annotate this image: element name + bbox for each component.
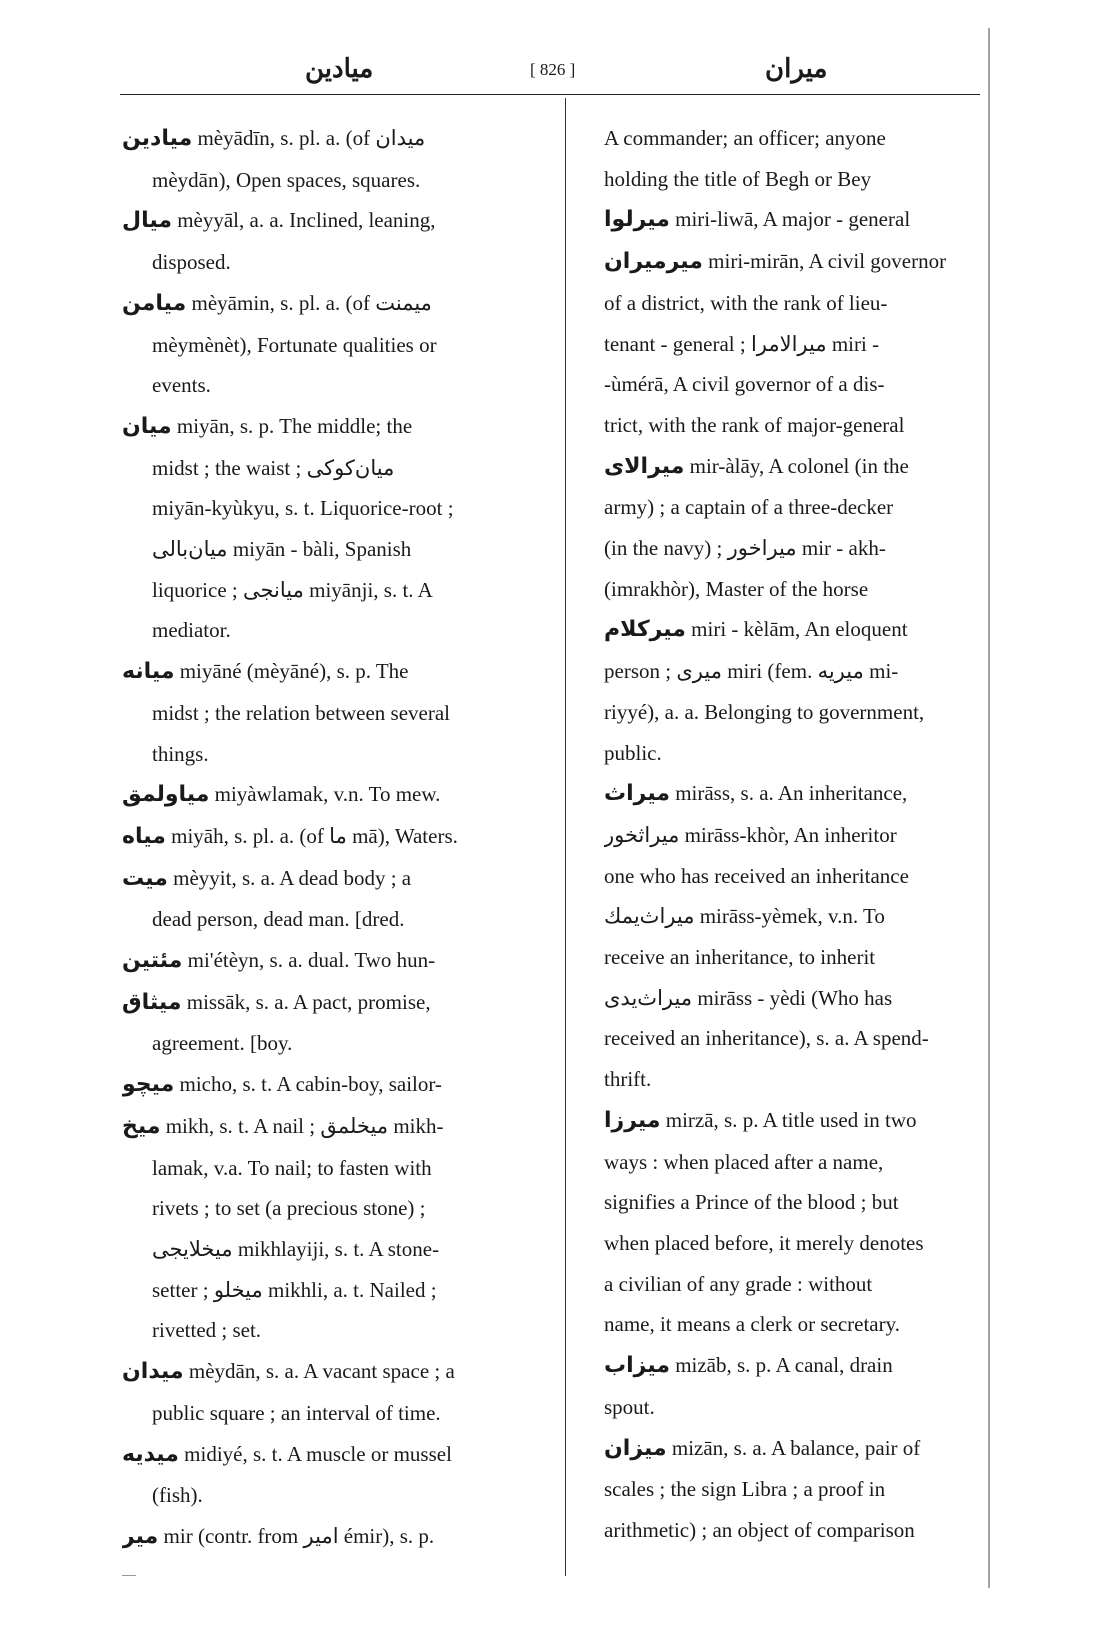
entry-text: ميراث‌يمك mirāss-yèmek, v.n. To (604, 904, 885, 929)
entry-text-line (122, 1393, 552, 1434)
entry-text: when placed before, it merely denotes (604, 1230, 924, 1255)
arabic-headword: ميزان (604, 1435, 667, 1461)
entry-text: public square ; an interval of time. (152, 1400, 441, 1425)
entry-text: a civilian of any grade : without (604, 1271, 873, 1296)
arabic-headword: ميامن (122, 290, 187, 316)
entry-text: lamak, v.a. To nail; to fasten with (152, 1155, 432, 1180)
entry-text-line (122, 693, 552, 734)
entry-text: mèydān), Open spaces, squares. (152, 167, 421, 192)
entry-text: of a district, with the rank of lieu- (604, 290, 888, 315)
entry-text-line (604, 159, 988, 200)
entry-text: dead person, dead man. [dred. (152, 907, 405, 932)
entry-text-line (604, 569, 988, 610)
entry-text-line (122, 1023, 552, 1064)
entry-text-line (122, 610, 552, 651)
entry-text: A commander; an officer; anyone (604, 126, 886, 150)
entry-headword-line (122, 774, 552, 816)
entry-headword-line (604, 1100, 988, 1142)
entry-headword-line (122, 1106, 552, 1148)
arabic-headword: ميدان (122, 1359, 184, 1385)
header-right-word: ميران (765, 54, 828, 84)
entry-text: name, it means a clerk or secretary. (604, 1312, 900, 1337)
entry-text-line (604, 1182, 988, 1223)
entry-text-line (122, 1148, 552, 1189)
entry-headword-line (604, 773, 988, 815)
entry-text: -ùmérā, A civil governor of a dis- (604, 372, 885, 397)
arabic-headword: ميرميران (604, 249, 703, 275)
entry-text: riyyé), a. a. Belonging to government, (604, 699, 925, 724)
entry-headword-line (604, 241, 988, 283)
entry-text-line (604, 1223, 988, 1264)
entry-text: ميراث‌يدى mirāss - yèdi (Who has (604, 985, 893, 1010)
entry-text-line (604, 1018, 988, 1059)
entry-text: rivets ; to set (a precious stone) ; (152, 1196, 426, 1221)
entry-text-line (122, 1310, 552, 1351)
entry-text: rivetted ; set. (152, 1318, 262, 1343)
entry-headword-line (122, 1434, 552, 1476)
entry-text: miri - kèlām, An eloquent (691, 617, 908, 642)
arabic-headword: ميركلام (604, 617, 686, 643)
header-left-word: ميادين (305, 54, 374, 84)
entry-text: things. (152, 741, 209, 766)
entry-text-line (122, 1229, 552, 1270)
entry-headword-line (122, 1351, 552, 1393)
entry-headword-line (122, 651, 552, 693)
entry-text: tenant - general ; ميرالامرا miri - (604, 331, 880, 356)
entry-text: mikh, s. t. A nail ; ميخلمق mikh- (165, 1113, 444, 1138)
entry-text: ways : when placed after a name, (604, 1149, 884, 1174)
page-header (120, 54, 988, 90)
arabic-headword: ميال (122, 208, 172, 234)
arabic-headword: مياولمق (122, 782, 210, 808)
entry-text: mèymènèt), Fortunate qualities or (152, 332, 437, 357)
entry-text-line (604, 1264, 988, 1305)
entry-text-line (604, 896, 988, 937)
entry-text: (fish). (152, 1483, 203, 1508)
entry-text: midiyé, s. t. A muscle or mussel (184, 1441, 452, 1466)
entry-text: midst ; the relation between several (152, 700, 450, 725)
entry-text-line (122, 1475, 552, 1516)
entry-text-line (122, 325, 552, 366)
entry-text-line (604, 118, 988, 159)
arabic-headword: ميراث (604, 781, 670, 807)
entry-headword-line (122, 816, 552, 858)
entry-text-line (604, 692, 988, 733)
entry-text: ميراثخور mirāss-khòr, An inheritor (604, 822, 897, 847)
entry-text-line (604, 1142, 988, 1183)
entry-text: setter ; ميخلو mikhli, a. t. Nailed ; (152, 1277, 437, 1302)
entry-text: disposed. (152, 250, 231, 275)
arabic-headword: ميرلوا (604, 207, 670, 233)
entry-text: one who has received an inheritance (604, 863, 909, 888)
entry-headword-line (122, 200, 552, 242)
right-column (604, 118, 988, 1551)
arabic-headword: ميخ (122, 1113, 161, 1139)
entry-headword-line (604, 1345, 988, 1387)
entry-text: ميان‌بالى miyān - bàli, Spanish (152, 537, 412, 562)
arabic-headword: مير (122, 1523, 159, 1549)
entry-text-line (122, 734, 552, 775)
entry-text-line (604, 733, 988, 774)
entry-text-line (604, 1387, 988, 1428)
entry-text-line (604, 856, 988, 897)
arabic-headword: ميرالاى (604, 453, 685, 479)
entry-text: scales ; the sign Libra ; a proof in (604, 1477, 886, 1502)
column-divider (565, 98, 566, 1576)
entry-text: miyāné (mèyāné), s. p. The (179, 659, 409, 684)
entry-text-line (604, 1510, 988, 1551)
entry-text: miyān, s. p. The middle; the (176, 413, 413, 438)
entry-headword-line (604, 1428, 988, 1470)
entry-text-line (604, 364, 988, 405)
page-edge (988, 28, 990, 1588)
entry-text: miri-liwā, A major - general (675, 207, 911, 232)
entry-headword-line (122, 1516, 552, 1558)
arabic-headword: مئتين (122, 948, 183, 974)
entry-text-line (122, 488, 552, 529)
entry-text: trict, with the rank of major-general (604, 412, 905, 437)
entry-text: mèyādīn, s. pl. a. (of ميدان (197, 126, 426, 150)
entry-text: received an inheritance), s. a. A spend- (604, 1026, 929, 1051)
entry-text: signifies a Prince of the blood ; but (604, 1190, 899, 1215)
arabic-headword: ميثاق (122, 989, 182, 1015)
entry-headword-line (122, 940, 552, 982)
entry-text: micho, s. t. A cabin-boy, sailor- (179, 1072, 442, 1097)
arabic-headword: ميانه (122, 659, 175, 685)
entry-text: (imrakhòr), Master of the horse (604, 576, 869, 601)
entry-text: mèyyāl, a. a. Inclined, leaning, (177, 208, 436, 233)
arabic-headword: ميرزا (604, 1107, 661, 1133)
entry-text: person ; ميرى miri (fem. ميريه mi- (604, 659, 899, 684)
entry-text-line (122, 1188, 552, 1229)
entry-text-line (604, 978, 988, 1019)
entry-text-line (122, 242, 552, 283)
entry-text: ميخلايجى mikhlayiji, s. t. A stone- (152, 1236, 440, 1261)
entry-text: holding the title of Begh or Bey (604, 166, 872, 191)
arabic-headword: ميان (122, 413, 172, 439)
left-column (122, 118, 552, 1558)
entry-text-line (604, 405, 988, 446)
entry-text-line (604, 487, 988, 528)
entry-text-line (122, 365, 552, 406)
arabic-headword: ميديه (122, 1441, 179, 1467)
entry-text: mirāss, s. a. An inheritance, (675, 781, 908, 806)
entry-text: miyān-kyùkyu, s. t. Liquorice-root ; (152, 496, 454, 521)
entry-text: events. (152, 373, 211, 398)
arabic-headword: ميادين (122, 126, 193, 151)
entry-text: miri-mirān, A civil governor (708, 249, 947, 274)
entry-text: mir-àlāy, A colonel (in the (689, 453, 909, 478)
entry-headword-line (122, 283, 552, 325)
entry-headword-line (604, 609, 988, 651)
entry-text: miyāh, s. pl. a. (of ما mā), Waters. (171, 823, 458, 848)
entry-text-line (122, 529, 552, 570)
entry-text: (in the navy) ; ميراخور mir - akh- (604, 536, 886, 561)
entry-text-line (604, 324, 988, 365)
entry-text-line (604, 1304, 988, 1345)
entry-text: midst ; the waist ; ميان‌كوكى (152, 455, 395, 480)
footer-mark (122, 1575, 136, 1576)
entry-text: mèydān, s. a. A vacant space ; a (188, 1359, 455, 1384)
entry-text-line (604, 937, 988, 978)
entry-text-line (122, 570, 552, 611)
entry-text: spout. (604, 1394, 655, 1419)
entry-text: mèyyit, s. a. A dead body ; a (173, 865, 412, 890)
entry-text: missāk, s. a. A pact, promise, (186, 989, 431, 1014)
entry-text-line (604, 1469, 988, 1510)
entry-text-line (122, 899, 552, 940)
entry-text: mediator. (152, 618, 231, 643)
entry-text: public. (604, 740, 662, 765)
entry-text-line (122, 160, 552, 201)
entry-text: mèyāmin, s. pl. a. (of ميمنت (191, 290, 432, 315)
entry-text: mi'étèyn, s. a. dual. Two hun- (187, 948, 436, 973)
entry-text: mizāb, s. p. A canal, drain (675, 1353, 893, 1378)
entry-text: army) ; a captain of a three-decker (604, 495, 894, 520)
entry-headword-line (122, 1064, 552, 1106)
entry-headword-line (604, 199, 988, 241)
entry-text: mir (contr. from امير émir), s. p. (163, 1523, 435, 1548)
entry-headword-line (122, 982, 552, 1024)
entry-text: agreement. [boy. (152, 1031, 293, 1056)
page-number: [ 826 ] (530, 60, 576, 79)
entry-text-line (122, 1270, 552, 1311)
arabic-headword: ميچو (122, 1072, 175, 1098)
header-rule (120, 94, 980, 95)
entry-text: miyàwlamak, v.n. To mew. (214, 782, 441, 807)
entry-headword-line (122, 406, 552, 448)
arabic-headword: مياه (122, 823, 166, 849)
entry-text: liquorice ; ميانجى miyānji, s. t. A (152, 577, 433, 602)
entry-text-line (122, 448, 552, 489)
entry-text-line (604, 528, 988, 569)
entry-headword-line (122, 118, 552, 160)
entry-text-line (604, 651, 988, 692)
entry-text-line (604, 283, 988, 324)
entry-text: arithmetic) ; an object of comparison (604, 1517, 915, 1542)
entry-text: mirzā, s. p. A title used in two (665, 1107, 917, 1132)
arabic-headword: ميت (122, 865, 168, 891)
entry-text: mizān, s. a. A balance, pair of (671, 1435, 921, 1460)
arabic-headword: ميزاب (604, 1353, 670, 1379)
entry-text: receive an inheritance, to inherit (604, 945, 876, 970)
entry-headword-line (122, 858, 552, 900)
entry-text: thrift. (604, 1067, 652, 1092)
entry-text-line (604, 1059, 988, 1100)
entry-headword-line (604, 446, 988, 488)
entry-text-line (604, 815, 988, 856)
